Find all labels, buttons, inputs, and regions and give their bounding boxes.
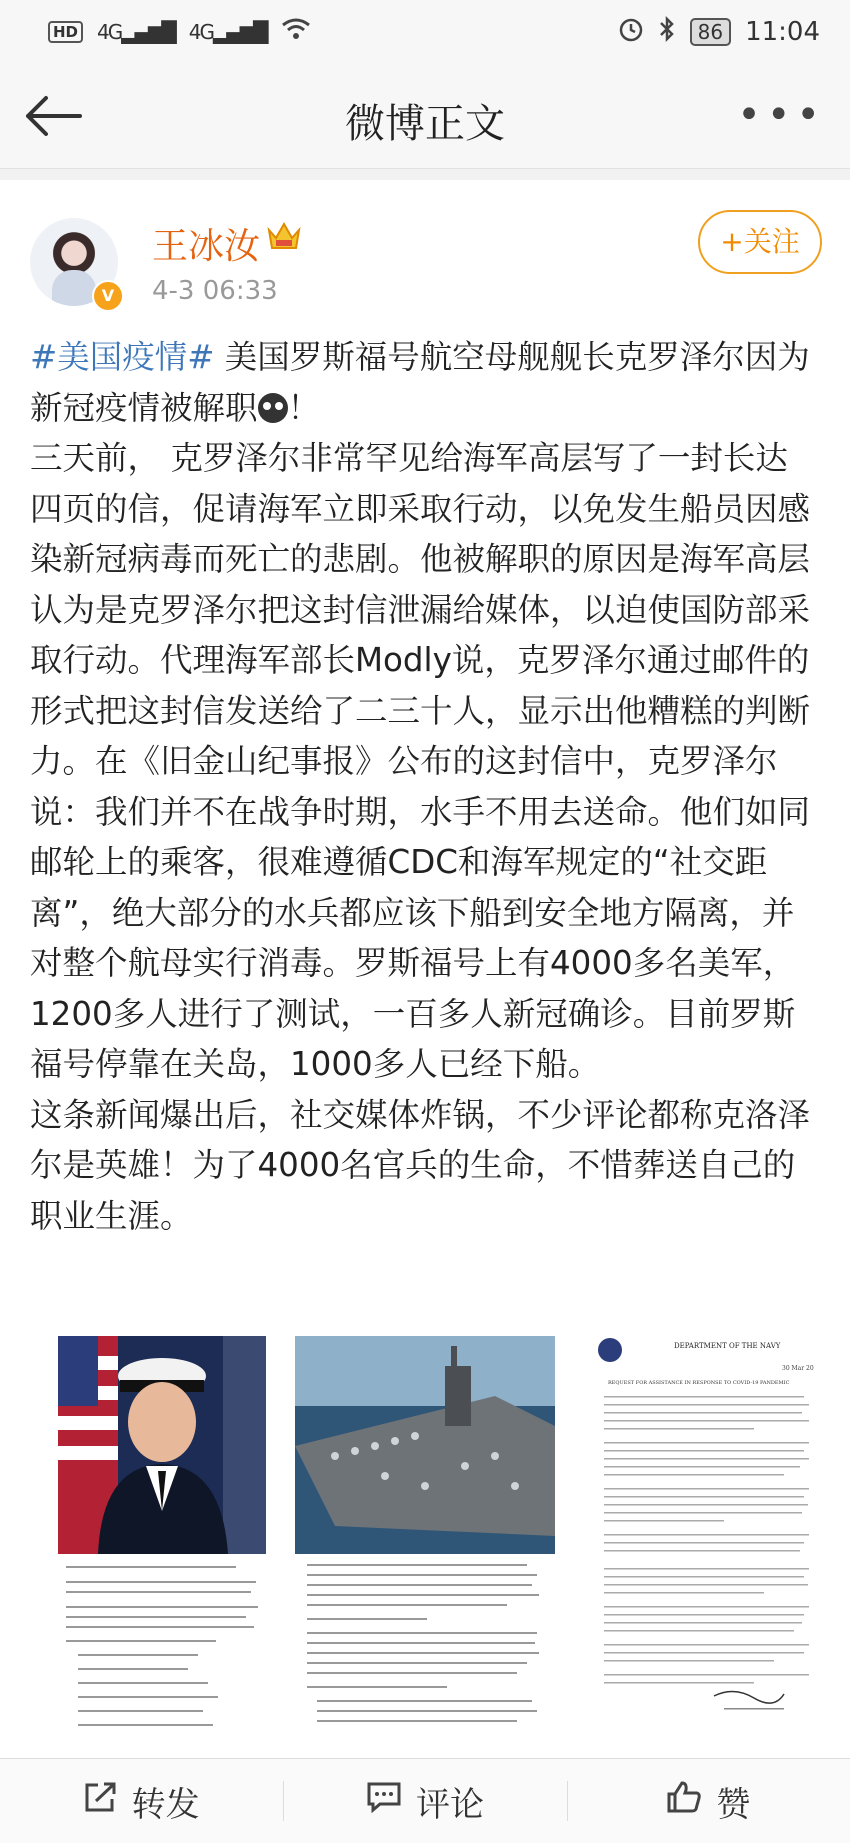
user-name[interactable]: 王冰汝: [152, 226, 261, 267]
text-paragraph-2: 三天前， 克罗泽尔非常罕见给海军高层写了一封长达四页的信，促请海军立即采取行动，以免发生船员因感染新冠病毒而死亡的悲剧。他被解职的原因是海军高层认为是克罗泽尔把这封信泄漏给媒体，以迫使国防部采取行动。代理海军部长Modly说，克罗泽尔通过邮件的形式把这封信发送给了二三十人，显示出他糟糕的判断力。在《旧金山纪事报》公布的这封信中，克罗泽尔说：我们并不在战争时期，水手不用去送命。他们如同邮轮上的乘客，很难遵循CDC和海军规定的“社交距离”，绝大部分的水兵都应该下船到安全地方隔离，并对整个航母实行消毒。罗斯福号上有4000多名美军，1200多人进行了测试，一百多人新冠确诊。目前罗斯福号停靠在关岛，1000多人已经下船。: [30, 439, 811, 1083]
status-bar: [0, 0, 850, 64]
post-time: 4-3 06:33: [152, 276, 278, 306]
doc-subject: REQUEST FOR ASSISTANCE IN RESPONSE TO COVID-19 PANDEMIC: [608, 1380, 790, 1386]
comment-label: 评论: [415, 1784, 484, 1825]
signal-icon-1: 4G▂▄▆█: [97, 20, 175, 44]
text-line-1: 美国罗斯福号航空母舰舰长克罗泽尔因为新冠疫情被解职: [30, 338, 810, 427]
comment-button[interactable]: [283, 1759, 566, 1843]
verified-badge-icon: V: [92, 280, 124, 312]
more-options-icon[interactable]: •••: [737, 92, 826, 138]
signal-icon-2: 4G▂▄▆█: [188, 20, 267, 44]
alarm-icon: [618, 16, 644, 49]
follow-button[interactable]: +关注: [698, 210, 822, 274]
crying-emoji-icon: [258, 393, 288, 423]
hd-icon: HD: [48, 21, 83, 43]
page-title: 微博正文: [345, 101, 505, 147]
battery-icon: 86: [690, 18, 731, 46]
bluetooth-icon: [658, 15, 676, 50]
action-bar: [0, 1758, 850, 1843]
text-line-1-end: ！: [287, 388, 321, 427]
image-grid: [58, 1336, 822, 1740]
image-aircraft-carrier[interactable]: [295, 1336, 555, 1740]
post-text: [30, 332, 820, 1241]
like-button[interactable]: [567, 1759, 850, 1843]
repost-label: 转发: [131, 1784, 200, 1825]
comment-icon: [366, 1781, 402, 1822]
clock: 11:04: [745, 17, 820, 47]
doc-date: 30 Mar 20: [782, 1365, 814, 1372]
vip-crown-icon: [266, 220, 302, 254]
like-label: 赞: [716, 1784, 751, 1825]
thumbs-up-icon: [666, 1780, 702, 1823]
top-nav: [0, 64, 850, 169]
image-navy-letter[interactable]: [584, 1336, 822, 1740]
doc-header: DEPARTMENT OF THE NAVY: [674, 1342, 781, 1350]
wifi-icon: [281, 17, 311, 48]
hashtag-link[interactable]: #美国疫情#: [30, 338, 215, 376]
text-paragraph-3: 这条新闻爆出后，社交媒体炸锅，不少评论都称克洛泽尔是英雄！为了4000名官兵的生命，不惜葬送自己的职业生涯。: [30, 1095, 811, 1235]
post-card: [0, 180, 850, 1758]
repost-icon: [84, 1781, 118, 1822]
repost-button[interactable]: [0, 1759, 283, 1843]
image-captain-portrait[interactable]: [58, 1336, 266, 1740]
